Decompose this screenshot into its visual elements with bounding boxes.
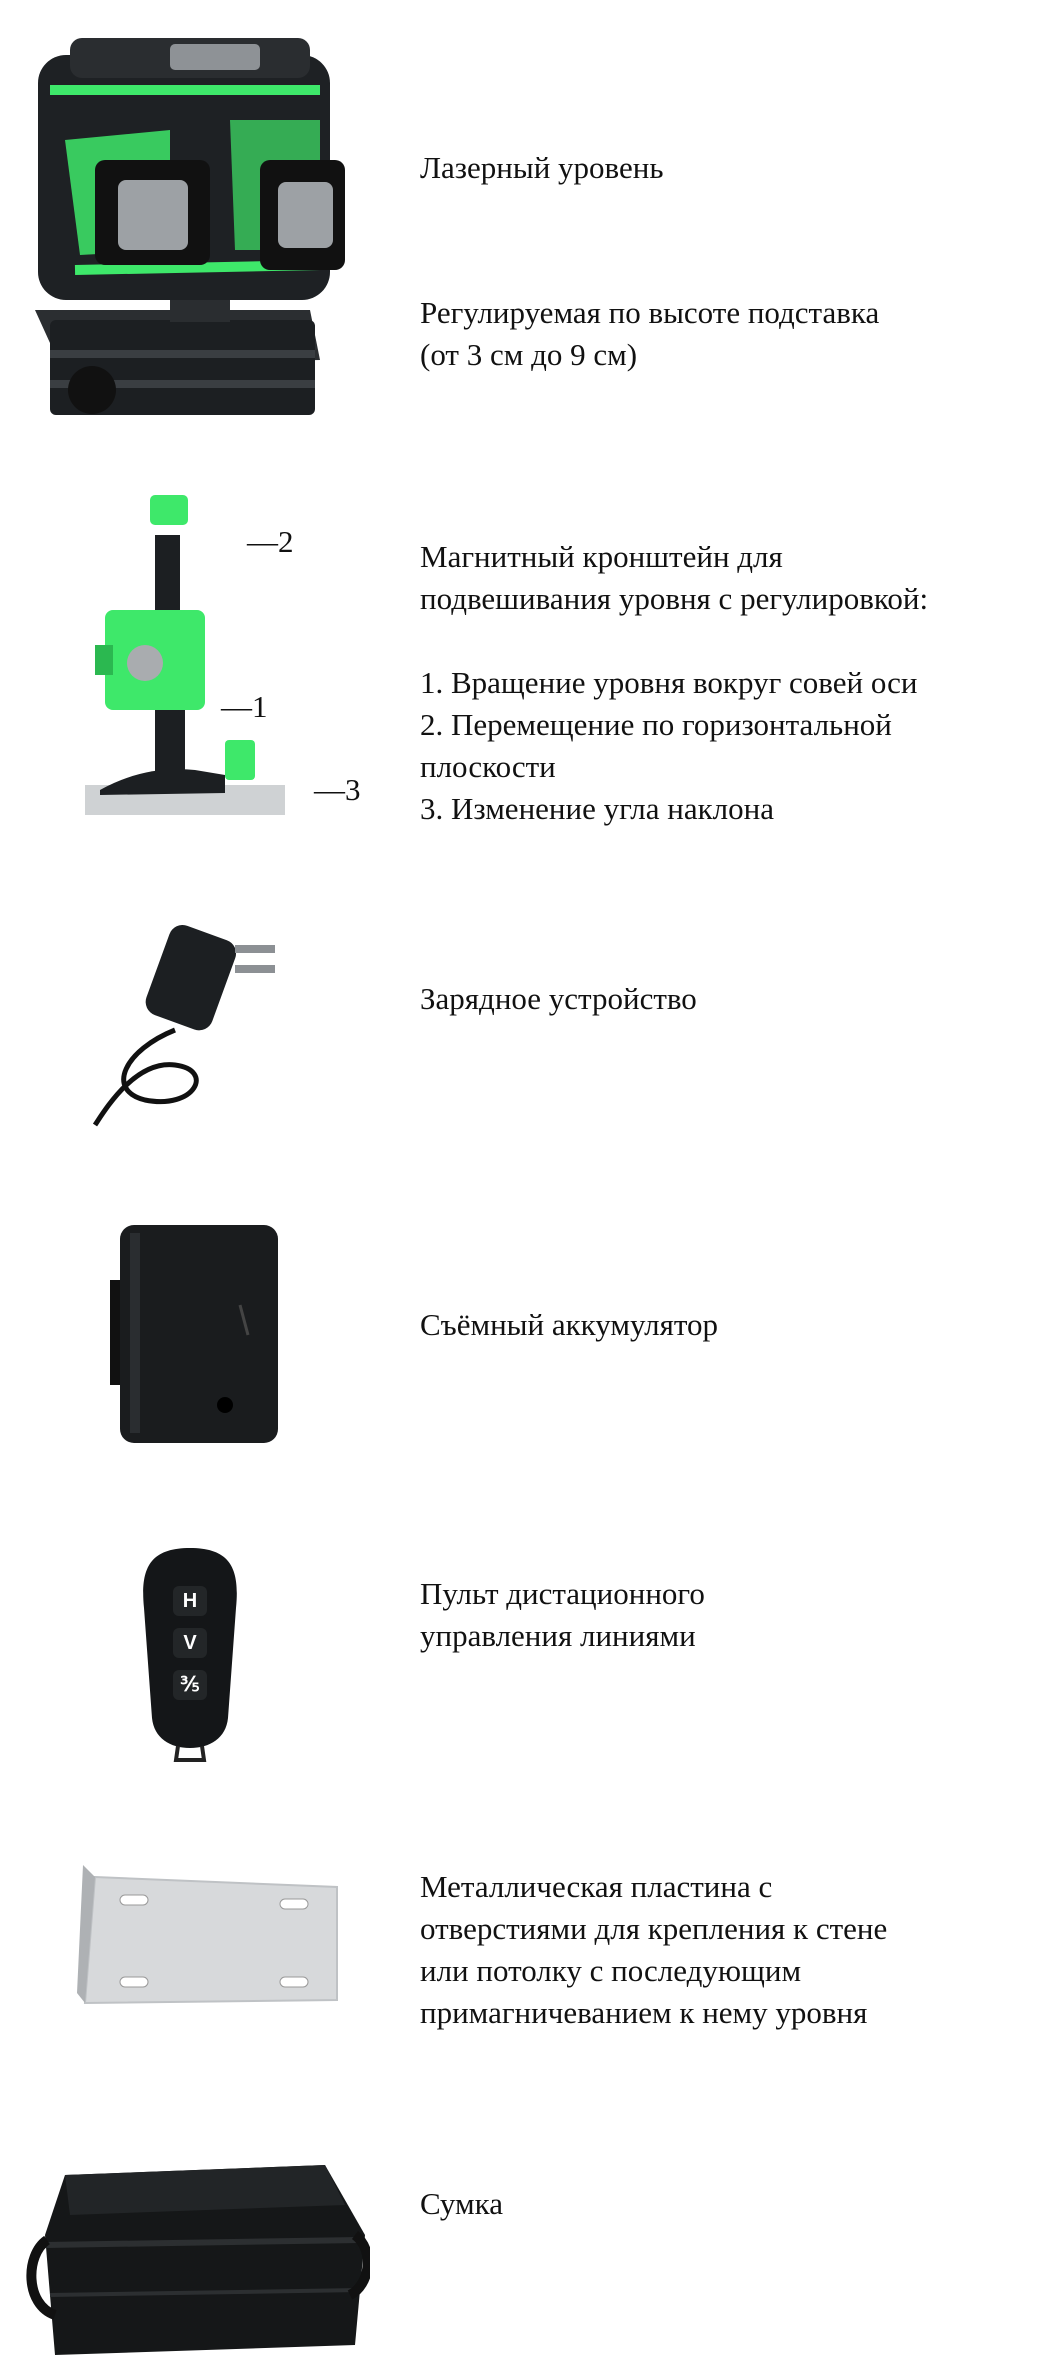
item-battery-text: Съёмный аккумулятор	[420, 1307, 718, 1342]
remote-button-mode: ⅗	[173, 1670, 207, 1700]
item-remote-line1: Пульт дистационного	[420, 1576, 705, 1611]
callout-1: —1	[221, 689, 268, 724]
item-laser-level-text: Лазерный уровень	[420, 150, 664, 185]
item-metal-plate	[420, 1866, 887, 2034]
metal-plate-image	[75, 1865, 340, 2010]
item-metal-plate-line2: отверстиями для крепления к стене	[420, 1911, 888, 1946]
item-bracket-point-2-cont: плоскости	[420, 749, 556, 784]
charger-image	[85, 920, 295, 1140]
item-bracket-point-2: 2. Перемещение по горизонтальной	[420, 707, 892, 742]
item-metal-plate-line3: или потолку с последующим	[420, 1953, 802, 1988]
item-bag-text: Сумка	[420, 2186, 503, 2221]
item-remote-line2: управления линиями	[420, 1618, 696, 1653]
item-laser-level	[420, 147, 664, 189]
item-metal-plate-line1: Металлическая пластина с	[420, 1869, 773, 1904]
item-remote	[420, 1573, 705, 1657]
item-bracket-point-3: 3. Изменение угла наклона	[420, 791, 774, 826]
item-charger	[420, 978, 697, 1020]
remote-image	[140, 1548, 240, 1763]
battery-image	[110, 1225, 280, 1445]
item-stand-line2: (от 3 см до 9 см)	[420, 337, 638, 372]
item-bracket-title-1: Магнитный кронштейн для	[420, 539, 783, 574]
item-bracket-point-1: 1. Вращение уровня вокруг совей оси	[420, 665, 918, 700]
item-stand	[420, 292, 879, 376]
laser-level-image	[20, 20, 355, 430]
remote-button-v: V	[173, 1628, 207, 1658]
item-bag	[420, 2183, 503, 2225]
callout-3: —3	[314, 772, 361, 807]
item-metal-plate-line4: примагничеванием к нему уровня	[420, 1995, 868, 2030]
item-stand-line1: Регулируемая по высоте подставка	[420, 295, 880, 330]
remote-button-h: H	[173, 1586, 207, 1616]
callout-2: —2	[247, 524, 294, 559]
bag-image	[25, 2145, 370, 2360]
item-battery	[420, 1304, 718, 1346]
item-bracket-title-2: подвешивания уровня с регулировкой:	[420, 581, 929, 616]
item-bracket	[420, 536, 928, 830]
item-charger-text: Зарядное устройство	[420, 981, 697, 1016]
